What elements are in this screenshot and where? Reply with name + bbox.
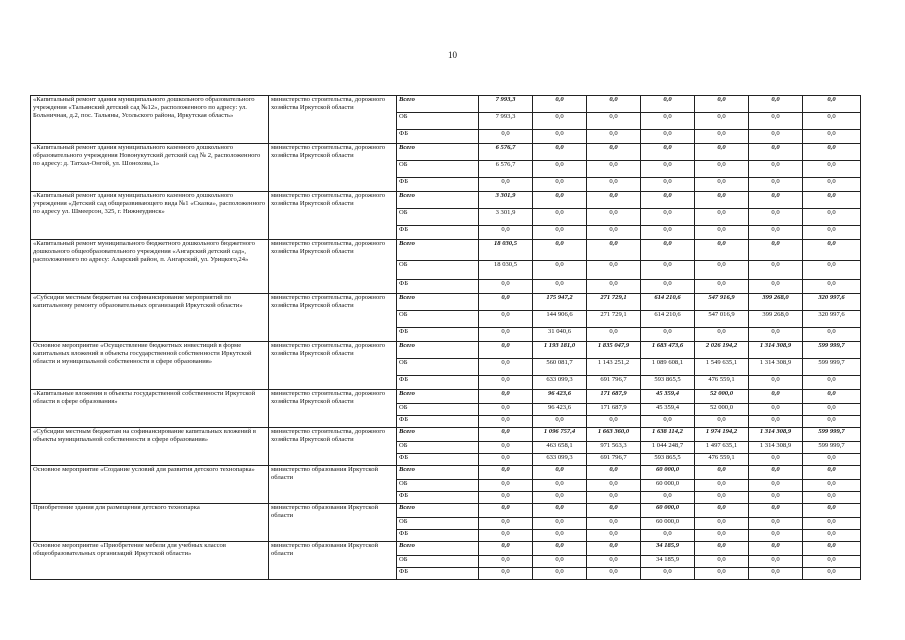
amount-cell: 0,0 xyxy=(479,404,533,416)
amount-cell: 6 576,7 xyxy=(479,161,533,178)
amount-cell: 0,0 xyxy=(533,556,587,568)
amount-cell: 463 658,1 xyxy=(533,442,587,454)
amount-cell: 547 016,9 xyxy=(695,311,749,328)
amount-cell: 0,0 xyxy=(479,226,533,240)
amount-cell: 0,0 xyxy=(749,454,803,466)
amount-cell: 0,0 xyxy=(479,568,533,580)
amount-cell: 0,0 xyxy=(641,492,695,504)
amount-cell: 0,0 xyxy=(803,376,861,390)
funding-source: ФБ xyxy=(397,376,479,390)
amount-cell: 0,0 xyxy=(587,480,641,492)
amount-cell: 96 423,6 xyxy=(533,404,587,416)
amount-cell: 0,0 xyxy=(533,130,587,144)
amount-cell: 599 999,7 xyxy=(803,428,861,442)
funding-source: Всего xyxy=(397,466,479,480)
responsible-executor: министерство образования Иркутской области xyxy=(269,466,397,504)
amount-cell: 0,0 xyxy=(803,416,861,428)
amount-cell: 1 835 047,9 xyxy=(587,342,641,359)
amount-cell: 0,0 xyxy=(749,328,803,342)
funding-source: ФБ xyxy=(397,416,479,428)
amount-cell: 0,0 xyxy=(587,96,641,113)
event-description: «Субсидии местным бюджетам на софинансирование капитальных вложений в объекты муниципальной собственности в сфере образования» xyxy=(31,428,269,466)
funding-source: Всего xyxy=(397,504,479,518)
amount-cell: 0,0 xyxy=(803,518,861,530)
funding-source: ОБ xyxy=(397,311,479,328)
amount-cell: 1 314 308,9 xyxy=(749,428,803,442)
funding-source: ОБ xyxy=(397,161,479,178)
amount-cell: 1 314 308,9 xyxy=(749,359,803,376)
amount-cell: 0,0 xyxy=(749,480,803,492)
amount-cell: 0,0 xyxy=(695,226,749,240)
funding-source: ФБ xyxy=(397,226,479,240)
amount-cell: 0,0 xyxy=(479,416,533,428)
event-description: Приобретение здания для размещения детского технопарка xyxy=(31,504,269,542)
amount-cell: 0,0 xyxy=(533,518,587,530)
amount-cell: 0,0 xyxy=(803,96,861,113)
responsible-executor: министерство строительства, дорожного хозяйства Иркутской области xyxy=(269,342,397,390)
event-description: «Капитальный ремонт здания муниципального казенного дошкольного образовательного учреждения Новонукутский детский сад № 2, расположенного по адресу: д. Татхал-Онгой, ул. Шонохова,1» xyxy=(31,144,269,192)
amount-cell: 0,0 xyxy=(749,161,803,178)
funding-source: ФБ xyxy=(397,530,479,542)
amount-cell: 0,0 xyxy=(641,568,695,580)
amount-cell: 1 683 473,6 xyxy=(641,342,695,359)
responsible-executor: министерство строительства, дорожного хозяйства Иркутской области xyxy=(269,192,397,240)
table-row xyxy=(31,192,861,209)
amount-cell: 0,0 xyxy=(803,144,861,161)
amount-cell: 0,0 xyxy=(533,192,587,209)
table-row xyxy=(31,390,861,404)
amount-cell: 599 999,7 xyxy=(803,359,861,376)
amount-cell: 0,0 xyxy=(641,144,695,161)
amount-cell: 3 301,9 xyxy=(479,209,533,226)
amount-cell: 0,0 xyxy=(749,192,803,209)
event-description: «Субсидии местным бюджетам на софинансирование мероприятий по капитальному ремонту образовательных организаций Иркутской области» xyxy=(31,294,269,342)
amount-cell: 320 997,6 xyxy=(803,311,861,328)
amount-cell: 0,0 xyxy=(479,504,533,518)
amount-cell: 0,0 xyxy=(533,144,587,161)
amount-cell: 476 559,1 xyxy=(695,454,749,466)
amount-cell: 0,0 xyxy=(803,328,861,342)
responsible-executor: министерство строительства, дорожного хозяйства Иркутской области xyxy=(269,144,397,192)
amount-cell: 0,0 xyxy=(533,280,587,294)
table-row xyxy=(31,294,861,311)
event-description: Основное мероприятие «Создание условий для развития детского технопарка» xyxy=(31,466,269,504)
amount-cell: 0,0 xyxy=(587,261,641,280)
amount-cell: 399 268,0 xyxy=(749,294,803,311)
amount-cell: 0,0 xyxy=(803,492,861,504)
table-row xyxy=(31,96,861,113)
funding-source: ОБ xyxy=(397,556,479,568)
funding-source: ФБ xyxy=(397,328,479,342)
table-row xyxy=(31,240,861,261)
funding-source: Всего xyxy=(397,96,479,113)
funding-source: ОБ xyxy=(397,359,479,376)
amount-cell: 0,0 xyxy=(749,261,803,280)
amount-cell: 2 026 194,2 xyxy=(695,342,749,359)
amount-cell: 0,0 xyxy=(533,113,587,130)
amount-cell: 0,0 xyxy=(641,130,695,144)
amount-cell: 0,0 xyxy=(641,96,695,113)
amount-cell: 1 549 635,1 xyxy=(695,359,749,376)
amount-cell: 1 096 757,4 xyxy=(533,428,587,442)
amount-cell: 45 359,4 xyxy=(641,404,695,416)
amount-cell: 0,0 xyxy=(479,311,533,328)
amount-cell: 0,0 xyxy=(803,113,861,130)
amount-cell: 0,0 xyxy=(533,492,587,504)
amount-cell: 0,0 xyxy=(749,466,803,480)
amount-cell: 0,0 xyxy=(479,342,533,359)
amount-cell: 0,0 xyxy=(641,161,695,178)
amount-cell: 0,0 xyxy=(695,416,749,428)
funding-source: ОБ xyxy=(397,113,479,130)
amount-cell: 0,0 xyxy=(803,209,861,226)
funding-source: ФБ xyxy=(397,454,479,466)
amount-cell: 614 210,6 xyxy=(641,294,695,311)
amount-cell: 34 185,9 xyxy=(641,556,695,568)
amount-cell: 399 268,0 xyxy=(749,311,803,328)
responsible-executor: министерство строительства, дорожного хозяйства Иркутской области xyxy=(269,240,397,294)
amount-cell: 52 000,0 xyxy=(695,390,749,404)
amount-cell: 0,0 xyxy=(587,130,641,144)
amount-cell: 0,0 xyxy=(749,542,803,556)
amount-cell: 0,0 xyxy=(695,240,749,261)
amount-cell: 0,0 xyxy=(803,192,861,209)
amount-cell: 1 314 308,9 xyxy=(749,442,803,454)
amount-cell: 0,0 xyxy=(695,568,749,580)
amount-cell: 0,0 xyxy=(695,504,749,518)
amount-cell: 0,0 xyxy=(695,96,749,113)
amount-cell: 593 865,5 xyxy=(641,454,695,466)
amount-cell: 0,0 xyxy=(803,404,861,416)
funding-source: ФБ xyxy=(397,492,479,504)
funding-source: ФБ xyxy=(397,568,479,580)
amount-cell: 0,0 xyxy=(749,492,803,504)
amount-cell: 1 143 251,2 xyxy=(587,359,641,376)
funding-source: Всего xyxy=(397,294,479,311)
amount-cell: 0,0 xyxy=(803,530,861,542)
amount-cell: 0,0 xyxy=(695,161,749,178)
amount-cell: 0,0 xyxy=(587,113,641,130)
amount-cell: 0,0 xyxy=(533,96,587,113)
funding-source: ФБ xyxy=(397,130,479,144)
amount-cell: 691 796,7 xyxy=(587,454,641,466)
amount-cell: 0,0 xyxy=(533,261,587,280)
amount-cell: 0,0 xyxy=(587,492,641,504)
amount-cell: 0,0 xyxy=(641,328,695,342)
amount-cell: 599 999,7 xyxy=(803,342,861,359)
amount-cell: 0,0 xyxy=(641,280,695,294)
amount-cell: 0,0 xyxy=(749,416,803,428)
funding-source: ФБ xyxy=(397,280,479,294)
amount-cell: 0,0 xyxy=(749,209,803,226)
amount-cell: 60 000,0 xyxy=(641,504,695,518)
amount-cell: 0,0 xyxy=(695,280,749,294)
amount-cell: 0,0 xyxy=(587,209,641,226)
amount-cell: 0,0 xyxy=(587,144,641,161)
amount-cell: 0,0 xyxy=(479,466,533,480)
event-description: Основное мероприятие «Осуществление бюджетных инвестиций в форме капитальных вложений в объекты государственной собственности Иркутской области и муниципальной собственности в сфере образования» xyxy=(31,342,269,390)
amount-cell: 0,0 xyxy=(587,466,641,480)
amount-cell: 0,0 xyxy=(641,178,695,192)
amount-cell: 0,0 xyxy=(749,226,803,240)
amount-cell: 1 497 635,1 xyxy=(695,442,749,454)
amount-cell: 0,0 xyxy=(587,280,641,294)
amount-cell: 0,0 xyxy=(479,428,533,442)
amount-cell: 0,0 xyxy=(749,280,803,294)
amount-cell: 171 687,9 xyxy=(587,404,641,416)
amount-cell: 1 089 608,1 xyxy=(641,359,695,376)
amount-cell: 0,0 xyxy=(587,192,641,209)
amount-cell: 0,0 xyxy=(533,226,587,240)
amount-cell: 0,0 xyxy=(695,542,749,556)
amount-cell: 0,0 xyxy=(587,226,641,240)
funding-source: Всего xyxy=(397,192,479,209)
amount-cell: 0,0 xyxy=(641,226,695,240)
amount-cell: 691 796,7 xyxy=(587,376,641,390)
amount-cell: 476 559,1 xyxy=(695,376,749,390)
amount-cell: 96 423,6 xyxy=(533,390,587,404)
amount-cell: 0,0 xyxy=(749,130,803,144)
responsible-executor: министерство строительства, дорожного хозяйства Иркутской области xyxy=(269,428,397,466)
amount-cell: 0,0 xyxy=(533,466,587,480)
funding-source: ОБ xyxy=(397,518,479,530)
amount-cell: 1 314 308,9 xyxy=(749,342,803,359)
responsible-executor: министерство образования Иркутской области xyxy=(269,542,397,580)
table-row xyxy=(31,144,861,161)
amount-cell: 7 993,3 xyxy=(479,96,533,113)
amount-cell: 0,0 xyxy=(479,328,533,342)
funding-source: Всего xyxy=(397,240,479,261)
amount-cell: 971 563,3 xyxy=(587,442,641,454)
amount-cell: 0,0 xyxy=(533,161,587,178)
amount-cell: 0,0 xyxy=(479,454,533,466)
amount-cell: 0,0 xyxy=(479,294,533,311)
amount-cell: 144 906,6 xyxy=(533,311,587,328)
amount-cell: 0,0 xyxy=(695,466,749,480)
amount-cell: 1 663 360,0 xyxy=(587,428,641,442)
amount-cell: 0,0 xyxy=(587,504,641,518)
amount-cell: 599 999,7 xyxy=(803,442,861,454)
amount-cell: 0,0 xyxy=(749,96,803,113)
amount-cell: 0,0 xyxy=(803,161,861,178)
amount-cell: 0,0 xyxy=(749,504,803,518)
funding-source: Всего xyxy=(397,428,479,442)
amount-cell: 0,0 xyxy=(803,504,861,518)
amount-cell: 0,0 xyxy=(749,240,803,261)
amount-cell: 0,0 xyxy=(803,466,861,480)
amount-cell: 0,0 xyxy=(479,130,533,144)
amount-cell: 45 359,4 xyxy=(641,390,695,404)
amount-cell: 0,0 xyxy=(803,556,861,568)
event-description: Основное мероприятие «Приобретение мебели для учебных классов общеобразовательных организаций Иркутской области» xyxy=(31,542,269,580)
page-number: 10 xyxy=(448,50,457,60)
amount-cell: 0,0 xyxy=(749,390,803,404)
amount-cell: 0,0 xyxy=(533,542,587,556)
amount-cell: 18 030,5 xyxy=(479,240,533,261)
funding-source: Всего xyxy=(397,144,479,161)
amount-cell: 0,0 xyxy=(533,209,587,226)
amount-cell: 0,0 xyxy=(695,192,749,209)
amount-cell: 0,0 xyxy=(749,556,803,568)
amount-cell: 0,0 xyxy=(803,280,861,294)
amount-cell: 271 729,1 xyxy=(587,294,641,311)
amount-cell: 18 030,5 xyxy=(479,261,533,280)
amount-cell: 0,0 xyxy=(749,530,803,542)
responsible-executor: министерство строительства, дорожного хозяйства Иркутской области xyxy=(269,390,397,428)
amount-cell: 0,0 xyxy=(641,416,695,428)
amount-cell: 633 099,3 xyxy=(533,454,587,466)
amount-cell: 614 210,6 xyxy=(641,311,695,328)
amount-cell: 0,0 xyxy=(479,359,533,376)
amount-cell: 0,0 xyxy=(803,480,861,492)
event-description: «Капитальные вложения в объекты государственной собственности Иркутской области в сфере образования» xyxy=(31,390,269,428)
amount-cell: 0,0 xyxy=(533,530,587,542)
amount-cell: 0,0 xyxy=(803,454,861,466)
amount-cell: 0,0 xyxy=(479,178,533,192)
amount-cell: 0,0 xyxy=(695,261,749,280)
amount-cell: 0,0 xyxy=(695,492,749,504)
table-row xyxy=(31,504,861,518)
amount-cell: 0,0 xyxy=(749,376,803,390)
amount-cell: 0,0 xyxy=(803,178,861,192)
amount-cell: 0,0 xyxy=(533,480,587,492)
amount-cell: 31 040,6 xyxy=(533,328,587,342)
amount-cell: 0,0 xyxy=(641,261,695,280)
amount-cell: 1 044 248,7 xyxy=(641,442,695,454)
funding-source: Всего xyxy=(397,542,479,556)
amount-cell: 0,0 xyxy=(533,416,587,428)
amount-cell: 0,0 xyxy=(749,404,803,416)
amount-cell: 0,0 xyxy=(479,390,533,404)
event-description: «Капитальный ремонт здания муниципального дошкольного образовательного учреждения «Тальянский детский сад №12», расположенного по адресу: ул. Больничная, д.2, пос. Тальяны, Усольского района, Иркутская область» xyxy=(31,96,269,144)
amount-cell: 0,0 xyxy=(533,568,587,580)
amount-cell: 0,0 xyxy=(803,130,861,144)
amount-cell: 0,0 xyxy=(533,504,587,518)
responsible-executor: министерство образования Иркутской области xyxy=(269,504,397,542)
amount-cell: 271 729,1 xyxy=(587,311,641,328)
amount-cell: 3 301,9 xyxy=(479,192,533,209)
amount-cell: 0,0 xyxy=(695,480,749,492)
amount-cell: 0,0 xyxy=(479,518,533,530)
amount-cell: 0,0 xyxy=(695,209,749,226)
amount-cell: 0,0 xyxy=(479,492,533,504)
amount-cell: 0,0 xyxy=(587,240,641,261)
funding-source: ОБ xyxy=(397,404,479,416)
amount-cell: 52 000,0 xyxy=(695,404,749,416)
amount-cell: 0,0 xyxy=(695,530,749,542)
amount-cell: 0,0 xyxy=(587,161,641,178)
amount-cell: 0,0 xyxy=(587,416,641,428)
amount-cell: 0,0 xyxy=(695,113,749,130)
amount-cell: 633 099,3 xyxy=(533,376,587,390)
responsible-executor: министерство строительства, дорожного хозяйства Иркутской области xyxy=(269,294,397,342)
amount-cell: 0,0 xyxy=(587,542,641,556)
financing-table xyxy=(30,95,861,580)
amount-cell: 0,0 xyxy=(803,390,861,404)
amount-cell: 1 638 114,2 xyxy=(641,428,695,442)
amount-cell: 0,0 xyxy=(695,556,749,568)
responsible-executor: министерство строительства, дорожного хозяйства Иркутской области xyxy=(269,96,397,144)
amount-cell: 0,0 xyxy=(641,113,695,130)
amount-cell: 0,0 xyxy=(479,480,533,492)
amount-cell: 0,0 xyxy=(749,144,803,161)
amount-cell: 0,0 xyxy=(803,542,861,556)
funding-source: ОБ xyxy=(397,209,479,226)
amount-cell: 0,0 xyxy=(587,530,641,542)
amount-cell: 60 000,0 xyxy=(641,480,695,492)
amount-cell: 0,0 xyxy=(587,556,641,568)
amount-cell: 0,0 xyxy=(803,568,861,580)
amount-cell: 0,0 xyxy=(479,530,533,542)
amount-cell: 0,0 xyxy=(749,568,803,580)
table-row xyxy=(31,428,861,442)
amount-cell: 171 687,9 xyxy=(587,390,641,404)
event-description: «Капитальный ремонт муниципального бюджетного дошкольного бюджетного дошкольного общеобразовательного учреждения «Ангарский детский сад», расположенного по адресу: Аларский район, п. Ангарский, ул. Урицкого,24» xyxy=(31,240,269,294)
amount-cell: 7 993,3 xyxy=(479,113,533,130)
event-description: «Капитальный ремонт здания муниципального казенного дошкольного учреждения «Детский сад общеразвивающего вида №1 «Сказка», расположенного по адресу ул. Шмеерсон, 325, г. Нижнеудинск» xyxy=(31,192,269,240)
amount-cell: 1 974 194,2 xyxy=(695,428,749,442)
amount-cell: 0,0 xyxy=(749,178,803,192)
funding-source: ФБ xyxy=(397,178,479,192)
amount-cell: 0,0 xyxy=(695,178,749,192)
amount-cell: 593 865,5 xyxy=(641,376,695,390)
amount-cell: 60 000,0 xyxy=(641,466,695,480)
amount-cell: 0,0 xyxy=(641,240,695,261)
funding-source: ОБ xyxy=(397,442,479,454)
amount-cell: 320 997,6 xyxy=(803,294,861,311)
amount-cell: 0,0 xyxy=(641,192,695,209)
amount-cell: 0,0 xyxy=(695,328,749,342)
funding-source: Всего xyxy=(397,390,479,404)
amount-cell: 547 916,9 xyxy=(695,294,749,311)
amount-cell: 0,0 xyxy=(587,518,641,530)
amount-cell: 0,0 xyxy=(479,442,533,454)
amount-cell: 6 576,7 xyxy=(479,144,533,161)
amount-cell: 175 947,2 xyxy=(533,294,587,311)
amount-cell: 0,0 xyxy=(803,240,861,261)
amount-cell: 0,0 xyxy=(749,518,803,530)
amount-cell: 0,0 xyxy=(695,144,749,161)
funding-source: ОБ xyxy=(397,261,479,280)
amount-cell: 0,0 xyxy=(479,556,533,568)
amount-cell: 0,0 xyxy=(641,530,695,542)
amount-cell: 60 000,0 xyxy=(641,518,695,530)
amount-cell: 0,0 xyxy=(479,542,533,556)
amount-cell: 34 185,9 xyxy=(641,542,695,556)
funding-source: ОБ xyxy=(397,480,479,492)
amount-cell: 0,0 xyxy=(803,226,861,240)
amount-cell: 0,0 xyxy=(695,518,749,530)
amount-cell: 0,0 xyxy=(749,113,803,130)
amount-cell: 0,0 xyxy=(533,178,587,192)
amount-cell: 0,0 xyxy=(641,209,695,226)
amount-cell: 0,0 xyxy=(587,328,641,342)
table-row xyxy=(31,542,861,556)
funding-source: Всего xyxy=(397,342,479,359)
amount-cell: 1 193 181,0 xyxy=(533,342,587,359)
amount-cell: 0,0 xyxy=(587,568,641,580)
amount-cell: 560 081,7 xyxy=(533,359,587,376)
amount-cell: 0,0 xyxy=(479,280,533,294)
amount-cell: 0,0 xyxy=(533,240,587,261)
amount-cell: 0,0 xyxy=(803,261,861,280)
table-row xyxy=(31,342,861,359)
table-row xyxy=(31,466,861,480)
amount-cell: 0,0 xyxy=(695,130,749,144)
amount-cell: 0,0 xyxy=(587,178,641,192)
amount-cell: 0,0 xyxy=(479,376,533,390)
